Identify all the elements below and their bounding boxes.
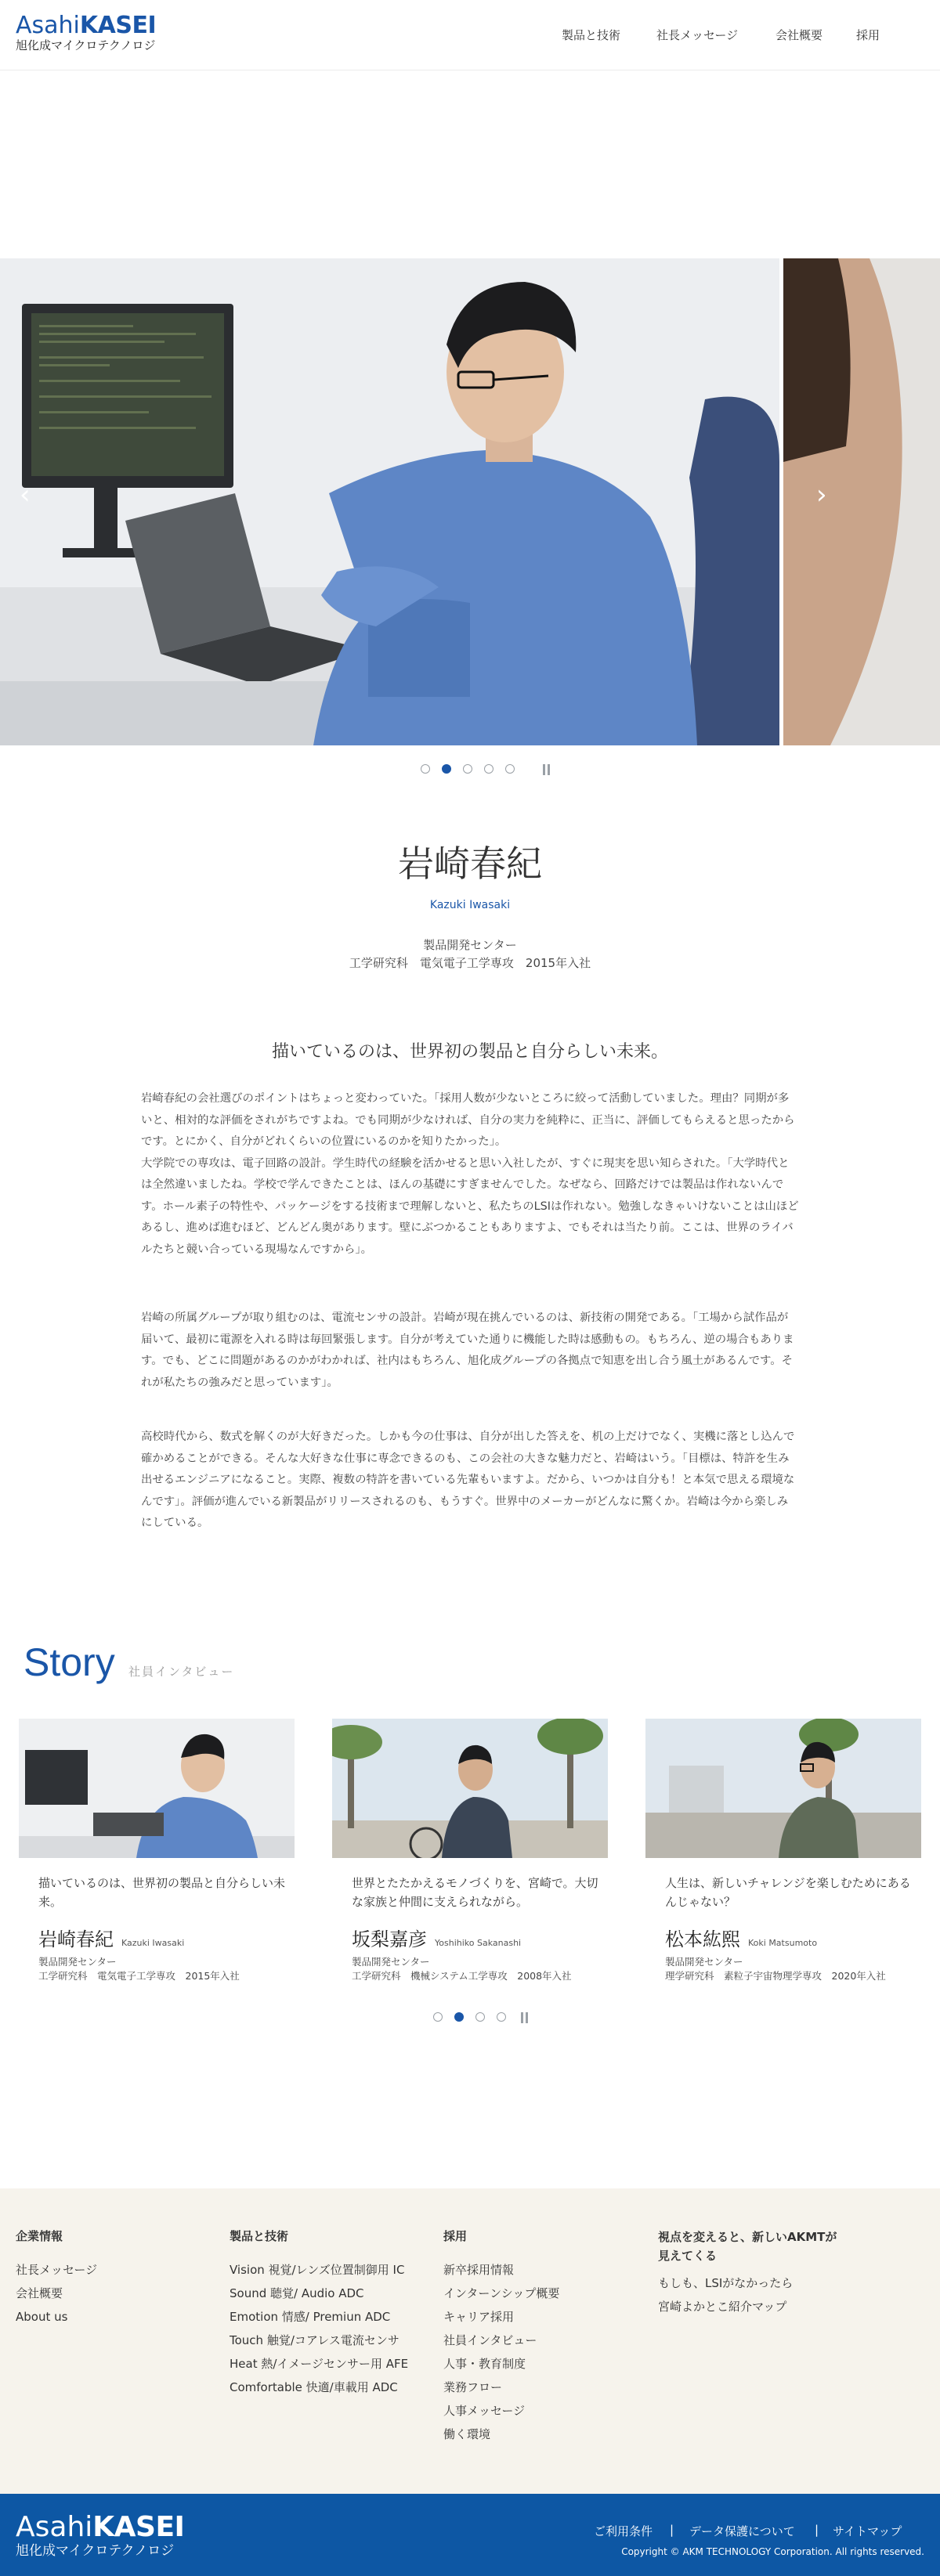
footer-link[interactable]: もしも、LSIがなかったら [658,2276,794,2290]
story-dot-active[interactable] [454,2012,464,2022]
footer-link[interactable]: Heat 熱/イメージセンサー用 AFE [230,2357,409,2371]
footer-link[interactable]: 人事メッセージ [443,2404,526,2418]
hero-slider-pagination [421,764,562,775]
footer-heading: 製品と技術 [230,2229,289,2243]
story-card-name-jp: 坂梨嘉彦 [352,1928,427,1950]
hero-dot-active[interactable] [442,764,451,774]
nav-company[interactable]: 会社概要 [776,28,823,42]
sitemap-link[interactable]: サイトマップ [833,2524,902,2538]
interview-paragraph: 岩崎の所属グループが取り組むのは、電流センサの設計。岩崎が現在挑んでいるのは、新技術の開発である。「工場から試作品が届いて、最初に電源を入れる時は毎回緊張します。自分が考えていた通りに機能した時は感動もの。もちろん、逆の場合もあります。でも、どこに問題があるのかがわかれば、社内はもちろん、旭化成グループの各拠点で知恵を出し合う風土があるんです。それが私たちの強みだと思っています」。 [141,1311,794,1389]
hero-photo-next-preview [783,258,940,745]
footer-link[interactable]: 新卒採用情報 [443,2263,515,2277]
footer-link[interactable]: About us [16,2310,68,2324]
footer-link[interactable]: 会社概要 [16,2286,63,2300]
story-section-title: Story [24,1640,115,1684]
footer-company-logo[interactable] [16,2513,184,2558]
story-pause-icon[interactable] [521,2012,529,2023]
footer-link[interactable]: 業務フロー [443,2380,503,2394]
footer-link[interactable]: Vision 視覚/レンズ位置制御用 IC [230,2263,405,2277]
logo-japanese-name: 旭化成マイクロテクノロジ [16,2543,175,2559]
story-slider-pagination [433,2012,535,2023]
interview-body-block-2 [141,1308,799,1394]
logo-wordmark-asahi: Asahi [16,12,80,39]
next-slide-illustration [783,258,940,745]
story-card-caption: 描いているのは、世界初の製品と自分らしい未来。 [38,1876,286,1909]
footer-link[interactable]: 働く環境 [443,2427,491,2441]
story-card-affiliation [38,1955,240,1983]
story-card-name [352,1924,521,1951]
logo-wordmark-kasei: KASEI [92,2511,185,2543]
footer-link[interactable]: Emotion 情感/ Premiun ADC [230,2310,391,2324]
story-card-affiliation [352,1955,572,1983]
nav-recruit[interactable]: 採用 [856,28,880,42]
interview-paragraph: 岩崎春紀の会社選びのポイントはちょっと変わっていた。「採用人数が少ないところに絞って活動していました。理由？同期が多いと、相対的な評価をされがちですよね。でも同期が少なければ、自分の実力を純粋に、正当に、評価してもらえると思ったからです。とにかく、自分がどれくらいの位置にいるのかを知りたかった」。 [141,1092,795,1148]
footer-heading: 企業情報 [16,2229,63,2243]
footer-bottom-bar [0,2494,940,2576]
story-dot[interactable] [497,2012,506,2022]
story-card-dept: 製品開発センター [665,1956,743,1968]
nav-products[interactable]: 製品と技術 [562,28,621,42]
story-card-name [665,1924,817,1951]
footer-link[interactable]: インターンシップ概要 [443,2286,560,2300]
story-card-name-jp: 岩崎春紀 [38,1928,114,1950]
story-card[interactable] [332,1719,608,1985]
story-card-school: 工学研究科 電気電子工学専攻 2015年入社 [38,1970,240,1982]
hero-dot[interactable] [484,764,494,774]
hero-dot[interactable] [463,764,472,774]
profile-school: 工学研究科 電気電子工学専攻 2015年入社 [349,956,591,970]
story-card-name-en: Koki Matsumoto [748,1938,818,1948]
site-footer [0,2188,940,2494]
footer-col-recruit [443,2228,559,2446]
story-card[interactable] [645,1719,921,1985]
story-photo-illustration [332,1719,608,1858]
story-card-affiliation [665,1955,886,1983]
interview-body-block-3 [141,1427,799,1535]
story-card-name [38,1924,184,1951]
footer-link[interactable]: 社長メッセージ [16,2263,98,2277]
footer-heading [658,2228,837,2265]
hero-photo-illustration [0,258,779,745]
story-section-subtitle: 社員インタビュー [128,1665,235,1679]
footer-col-corporate [16,2228,97,2329]
footer-col-perspective [658,2228,837,2318]
hero-next-arrow-icon[interactable]: › [816,479,827,511]
footer-link[interactable]: 宮崎よかとこ紹介マップ [658,2300,787,2314]
interview-paragraph: 高校時代から、数式を解くのが大好きだった。しかも今の仕事は、自分が出した答えを、机の上だけでなく、実機に落とし込んで確かめることができる。そんな大好きな仕事に専念できるのも、この会社の大きな魅力だと、岩崎はいう。「目標は、特許を生み出せるエンジニアになること。実際、複数の特許を書いている先輩もいますよ。だから、いつかは自分も！と本気で思える環境なんです」。評価が進んでいる新製品がリリースされるのも、もうすぐ。世界中のメーカーがどんなに驚くか。岩崎は今から楽しみにしている。 [141,1431,795,1529]
profile-department: 製品開発センター [423,938,517,952]
footer-link[interactable]: Sound 聴覚/ Audio ADC [230,2286,364,2300]
footer-heading-line: 見えてくる [658,2249,718,2263]
hero-dot[interactable] [421,764,430,774]
story-card-school: 理学研究科 素粒子宇宙物理学専攻 2020年入社 [665,1970,886,1982]
story-card-photo [332,1719,608,1858]
logo-japanese-name: 旭化成マイクロテクノロジ [16,38,156,52]
profile-name-jp: 岩崎春紀 [398,842,542,885]
footer-link[interactable]: Touch 触覚/コアレス電流センサ [230,2333,400,2347]
footer-link[interactable]: 人事・教育制度 [443,2357,526,2371]
nav-president-message[interactable]: 社長メッセージ [656,28,739,42]
story-card-dept: 製品開発センター [38,1956,117,1968]
story-dot[interactable] [475,2012,485,2022]
hero-prev-arrow-icon[interactable]: ‹ [20,479,31,511]
logo-wordmark-asahi: Asahi [16,2511,93,2543]
link-separator: | [815,2523,819,2537]
data-protection-link[interactable]: データ保護について [689,2524,795,2538]
story-card-school: 工学研究科 機械システム工学専攻 2008年入社 [352,1970,572,1982]
company-logo[interactable] [16,14,156,52]
story-card-dept: 製品開発センター [352,1956,430,1968]
link-separator: | [670,2523,674,2537]
footer-heading-line: 視点を変えると、新しいAKMTが [658,2230,837,2244]
story-card-caption: 人生は、新しいチャレンジを楽しむためにあるんじゃない？ [665,1876,911,1909]
story-card-photo [645,1719,921,1858]
interview-body-block-1 [141,1088,799,1261]
story-card-name-en: Kazuki Iwasaki [121,1938,185,1948]
site-header [0,0,940,70]
profile-name-en: Kazuki Iwasaki [429,899,511,911]
copyright-text: Copyright © AKM TECHNOLOGY Corporation. All rights reserved. [621,2546,924,2557]
footer-link[interactable]: Comfortable 快適/車載用 ADC [230,2380,398,2394]
logo-wordmark-kasei: KASEI [79,12,157,39]
terms-of-use-link[interactable]: ご利用条件 [594,2524,653,2538]
story-card-name-en: Yoshihiko Sakanashi [435,1938,522,1948]
story-card-photo [19,1719,295,1858]
hero-photo-engineer-at-computer [0,258,779,745]
footer-link[interactable]: キャリア採用 [443,2310,515,2324]
footer-heading: 採用 [443,2229,468,2243]
hero-pause-icon[interactable] [543,764,551,775]
footer-col-products [230,2228,408,2399]
story-photo-illustration [645,1719,921,1858]
hero-dot[interactable] [505,764,515,774]
story-dot[interactable] [433,2012,443,2022]
story-photo-illustration [19,1719,295,1858]
footer-link[interactable]: 社員インタビュー [443,2333,537,2347]
profile-headline: 描いているのは、世界初の製品と自分らしい未来。 [271,1042,668,1062]
story-card-caption: 世界とたたかえるモノづくりを、宮崎で。大切な家族と仲間に支えられながら。 [352,1876,598,1909]
interview-paragraph: 大学院での専攻は、電子回路の設計。学生時代の経験を活かせると思い入社したが、すぐに現実を思い知らされた。「大学時代とは全然違いましたね。学校で学んできたことは、ほんの基礎にすぎませんでした。なぜなら、回路だけでは製品は作れないんです。ホール素子の特性や、パッケージをする技術まで理解しないと、私たちのLSIは作れない。勉強しなきゃいけないことは山ほどあるし、進めば進むほど、どんどん奥があります。壁にぶつかることもありますよ、でもそれは当たり前。ここは、世界のライバルたちと競い合っている現場なんですから」。 [141,1156,799,1256]
story-card-name-jp: 松本紘熙 [665,1928,740,1950]
story-card[interactable] [19,1719,295,1985]
